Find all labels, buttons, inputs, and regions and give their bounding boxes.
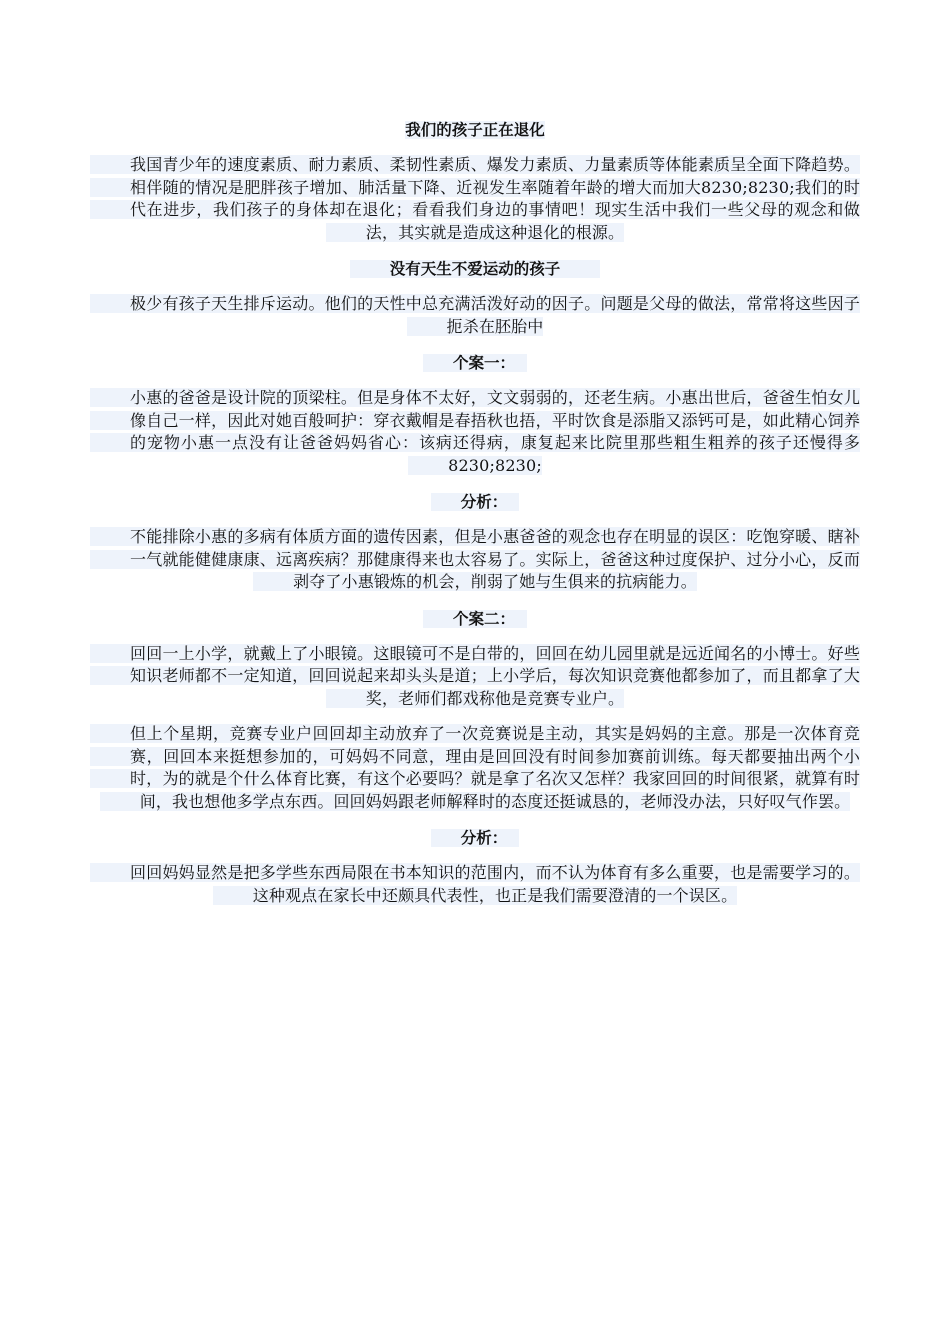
section-paragraph-text: 极少有孩子天生排斥运动。他们的天性中总充满活泼好动的因子。问题是父母的做法，常常将这些因子扼杀在胚胎中 <box>90 294 860 336</box>
case1-heading-text: 个案一： <box>423 354 527 372</box>
analysis1-heading <box>90 490 860 514</box>
document-page <box>90 112 860 920</box>
case1-paragraph <box>90 387 860 477</box>
intro-paragraph-text: 我国青少年的速度素质、耐力素质、柔韧性素质、爆发力素质、力量素质等体能素质呈全面下降趋势。相伴随的情况是肥胖孩子增加、肺活量下降、近视发生率随着年龄的增大而加大8230;8230;我们的时代在进步，我们孩子的身体却在退化；看看我们身边的事情吧！现实生活中我们一些父母的观念和做法，其实就是造成这种退化的根源。 <box>90 155 860 242</box>
intro-paragraph <box>90 154 860 244</box>
case1-heading <box>90 351 860 375</box>
analysis2-paragraph-text: 回回妈妈显然是把多学些东西局限在书本知识的范围内，而不认为体育有多么重要，也是需要学习的。这种观点在家长中还颇具代表性，也正是我们需要澄清的一个误区。 <box>90 863 860 905</box>
case1-paragraph-text: 小惠的爸爸是设计院的顶梁柱。但是身体不太好，文文弱弱的，还老生病。小惠出世后，爸爸生怕女儿像自己一样，因此对她百般呵护：穿衣戴帽是春捂秋也捂，平时饮食是添脂又添钙可是，如此精心饲养的宠物小惠一点没有让爸爸妈妈省心：该病还得病，康复起来比院里那些粗生粗养的孩子还慢得多8230;8230; <box>90 388 860 475</box>
analysis2-heading-text: 分析： <box>431 829 520 847</box>
case2-paragraph-2 <box>90 723 860 813</box>
section-heading <box>90 257 860 281</box>
section-paragraph <box>90 293 860 338</box>
case2-heading <box>90 607 860 631</box>
analysis2-heading <box>90 826 860 850</box>
analysis1-paragraph <box>90 526 860 594</box>
analysis1-paragraph-text: 不能排除小惠的多病有体质方面的遗传因素，但是小惠爸爸的观念也存在明显的误区：吃饱穿暖、瞎补一气就能健健康康、远离疾病？那健康得来也太容易了。实际上，爸爸这种过度保护、过分小心，反而剥夺了小惠锻炼的机会，削弱了她与生俱来的抗病能力。 <box>90 527 860 591</box>
case2-paragraph-1 <box>90 643 860 711</box>
section-heading-text: 没有天生不爱运动的孩子 <box>350 260 601 278</box>
case2-paragraph-1-text: 回回一上小学，就戴上了小眼镜。这眼镜可不是白带的，回回在幼儿园里就是远近闻名的小博士。好些知识老师都不一定知道，回回说起来却头头是道；上小学后，每次知识竞赛他都参加了，而且都拿了大奖，老师们都戏称他是竞赛专业户。 <box>90 644 860 708</box>
case2-paragraph-2-text: 但上个星期，竞赛专业户回回却主动放弃了一次竞赛说是主动，其实是妈妈的主意。那是一次体育竞赛，回回本来挺想参加的，可妈妈不同意，理由是回回没有时间参加赛前训练。每天都要抽出两个小时，为的就是个什么体育比赛，有这个必要吗？就是拿了名次又怎样？我家回回的时间很紧，就算有时间，我也想他多学点东西。回回妈妈跟老师解释时的态度还挺诚恳的，老师没办法，只好叹气作罢。 <box>90 724 860 811</box>
analysis1-heading-text: 分析： <box>431 493 520 511</box>
analysis2-paragraph <box>90 862 860 907</box>
document-title-text: 我们的孩子正在退化 <box>405 121 545 139</box>
case2-heading-text: 个案二： <box>423 610 527 628</box>
document-title <box>90 118 860 142</box>
